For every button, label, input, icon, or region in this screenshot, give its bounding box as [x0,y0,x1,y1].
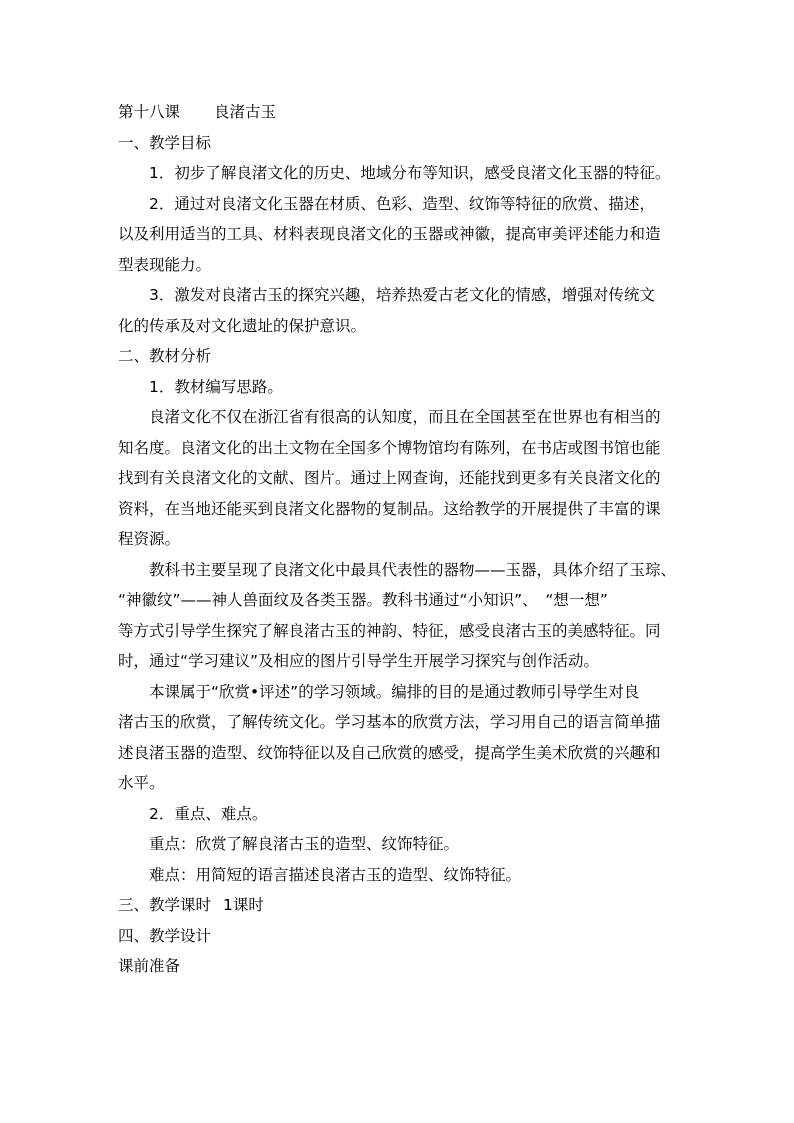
lesson-title [118,97,686,128]
paragraph-line: 找到有关良渚文化的文献、图片。通过上网查询，还能找到更多有关良渚文化的 [118,469,661,487]
section-heading-objectives: 一、教学目标 [118,133,212,152]
paragraph-line: 述良渚玉器的造型、纹饰特征以及自己欣赏的感受，提高学生美术欣赏的兴趣和 [118,743,661,762]
paragraph-line: 资料，在当地还能买到良渚文化器物的复制品。这给教学的开展提供了丰富的课 [118,499,661,518]
difficult-point: 难点：用简短的语言描述良渚古玉的造型、纹饰特征。 [149,865,522,884]
analysis-paragraph-3 [118,677,686,799]
paragraph-line: “神徽纹”——神人兽面纹及各类玉器。教科书通过“小知识”、 “想一想” [118,591,608,609]
analysis-paragraph-2 [118,555,686,677]
paragraph-line: 本课属于“欣赏•评述”的学习领域。编排的目的是通过教师引导学生对良 [149,682,640,701]
lesson-name: 良渚古玉 [214,103,277,121]
design-subheading: 课前准备 [118,957,181,975]
periods-value: 1课时 [223,896,264,914]
section-heading-analysis: 二、教材分析 [118,347,212,365]
lesson-number: 第十八课 [118,103,181,121]
goal-1: 1．初步了解良渚文化的历史、地域分布等知识，感受良渚文化玉器的特征。 [149,164,671,182]
goal-3 [118,280,686,341]
paragraph-line: 水平。 [118,774,165,792]
paragraph-line: 时，通过“学习建议”及相应的图片引导学生开展学习探究与创作活动。 [118,652,600,670]
paragraph-line: 知名度。良渚文化的出土文物在全国多个博物馆均有陈列，在书店或图书馆也能 [118,438,661,457]
paragraph-line: 教科书主要呈现了良渚文化中最具代表性的器物——玉器，具体介绍了玉琮、 [149,560,677,579]
goal-2-line: 2．通过对良渚文化玉器在材质、色彩、造型、纹饰等特征的欣赏、描述， [149,194,655,213]
paragraph-line: 程资源。 [118,530,181,548]
goal-3-line: 化的传承及对文化遗址的保护意识。 [118,316,367,335]
section-heading-design: 四、教学设计 [118,926,212,945]
analysis-paragraph-1 [118,402,686,555]
section-heading-periods [118,890,686,921]
goal-2 [118,189,686,281]
paragraph-line: 渚古玉的欣赏，了解传统文化。学习基本的欣赏方法，学习用自己的语言简单描 [118,713,661,731]
goal-3-line: 3．激发对良渚古玉的探究兴趣，培养热爱古老文化的情感，增强对传统文 [149,286,655,304]
key-point: 重点：欣赏了解良渚古玉的造型、纹饰特征。 [149,835,460,853]
analysis-item-1: 1．教材编写思路。 [149,377,283,396]
periods-label: 三、教学课时 [118,896,212,914]
analysis-item-2: 2．重点、难点。 [149,804,268,823]
document-page [118,97,686,982]
paragraph-line: 等方式引导学生探究了解良渚古玉的神韵、特征，感受良渚古玉的美感特征。同 [118,621,661,640]
paragraph-line: 良渚文化不仅在浙江省有很高的认知度，而且在全国甚至在世界也有相当的 [149,408,661,426]
goal-2-line: 以及利用适当的工具、材料表现良渚文化的玉器或神徽，提高审美评述能力和造 [118,225,661,243]
goal-2-line: 型表现能力。 [118,255,212,274]
